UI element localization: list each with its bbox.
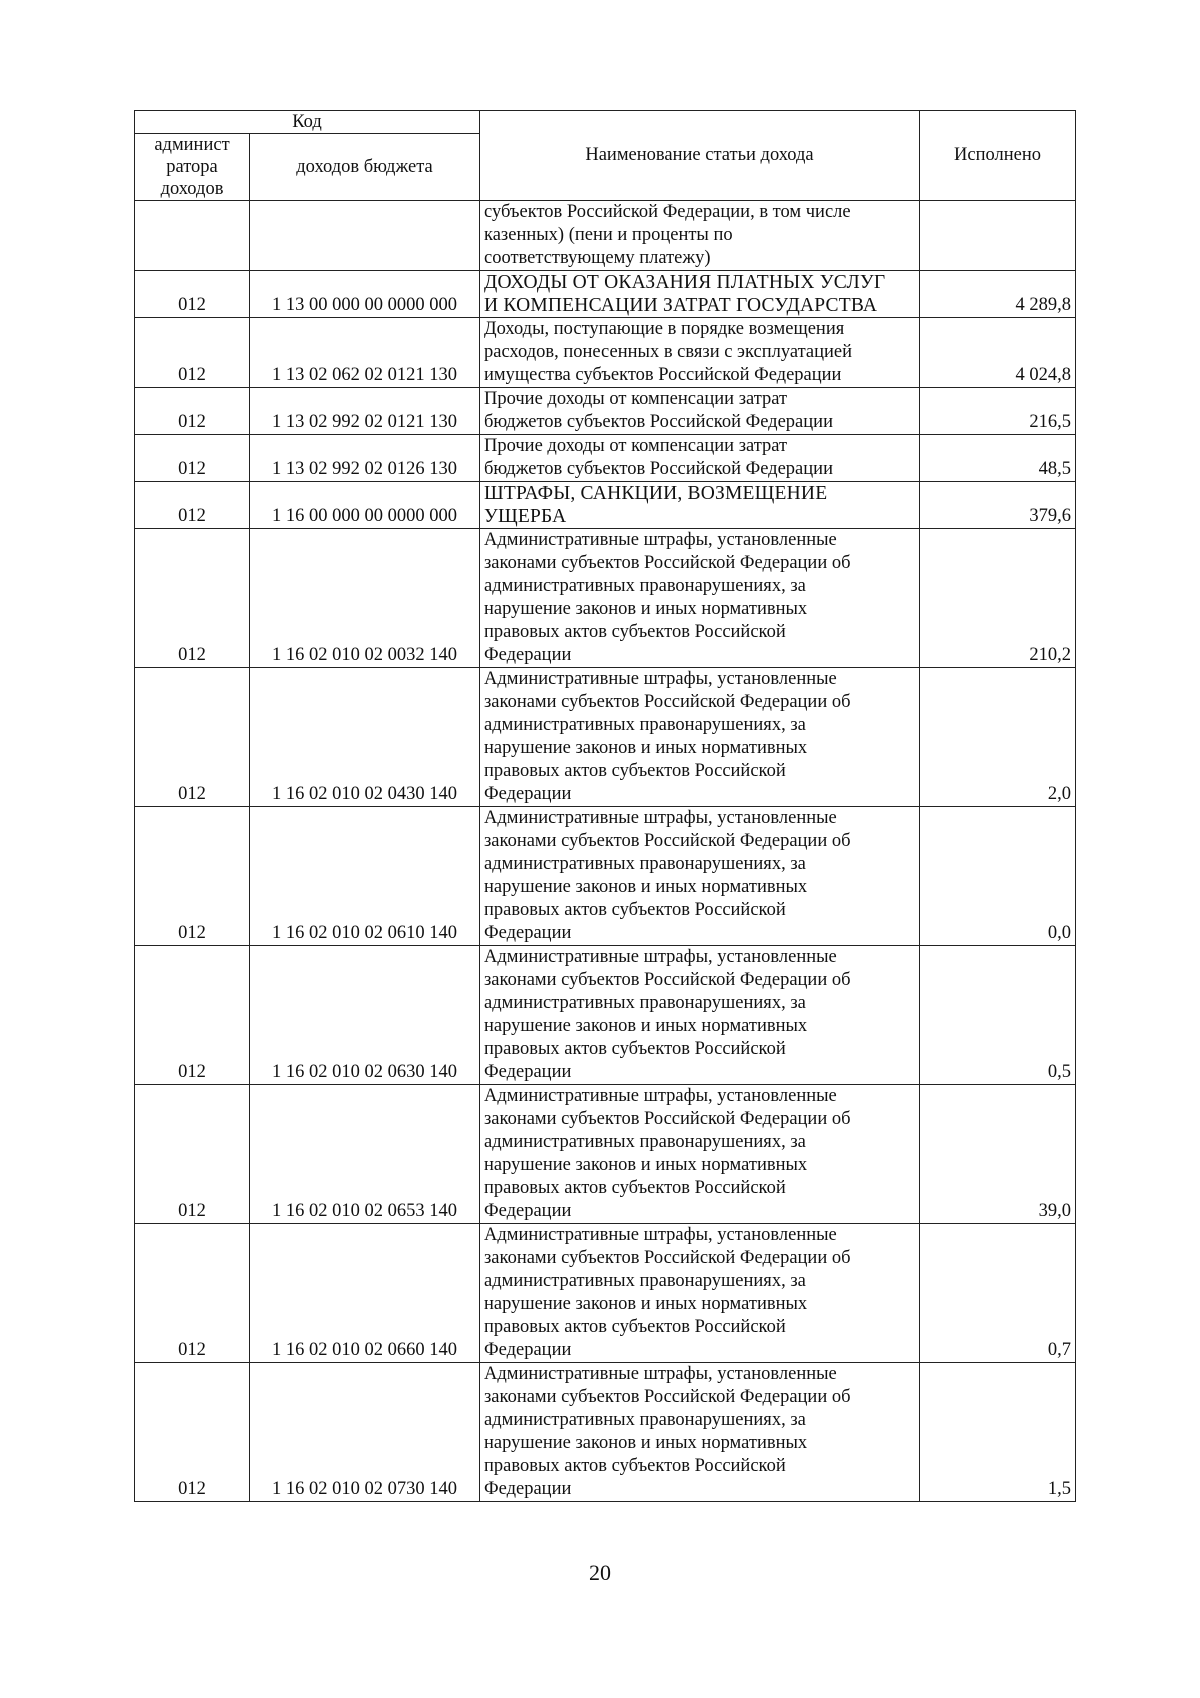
table-row xyxy=(135,388,1076,435)
cell-revenue-name xyxy=(480,435,920,482)
cell-executed: 4 289,8 xyxy=(920,271,1076,318)
revenue-name-line: Доходы, поступающие в порядке возмещения xyxy=(484,319,845,339)
revenue-name-line: правовых актов субъектов Российской xyxy=(484,761,786,781)
cell-budget-code: 1 16 00 000 00 0000 000 xyxy=(250,482,480,529)
revenue-name-line: казенных) (пени и проценты по xyxy=(484,225,733,245)
revenue-name-line: Административные штрафы, установленные xyxy=(484,1225,837,1245)
cell-administrator: 012 xyxy=(135,318,250,388)
table-row xyxy=(135,482,1076,529)
revenue-name-line: ДОХОДЫ ОТ ОКАЗАНИЯ ПЛАТНЫХ УСЛУГ xyxy=(484,272,886,293)
revenue-name-line: нарушение законов и иных нормативных xyxy=(484,1016,808,1036)
revenue-name-line: административных правонарушениях, за xyxy=(484,1410,806,1430)
revenue-name-line: расходов, понесенных в связи с эксплуатацией xyxy=(484,342,853,362)
revenue-name-line: законами субъектов Российской Федерации об xyxy=(484,692,851,712)
revenue-name-line: имущества субъектов Российской Федерации xyxy=(484,365,842,385)
cell-budget-code: 1 16 02 010 02 0660 140 xyxy=(250,1224,480,1363)
cell-executed: 39,0 xyxy=(920,1085,1076,1224)
revenue-name-line: соответствующему платежу) xyxy=(484,248,711,268)
revenue-name-line: административных правонарушениях, за xyxy=(484,1271,806,1291)
page-number: 20 xyxy=(589,1560,611,1585)
revenue-name-line: правовых актов субъектов Российской xyxy=(484,622,786,642)
revenue-name-line: Федерации xyxy=(484,1062,572,1082)
revenue-name-line: законами субъектов Российской Федерации об xyxy=(484,831,851,851)
cell-administrator: 012 xyxy=(135,807,250,946)
table-row xyxy=(135,435,1076,482)
table-row xyxy=(135,807,1076,946)
revenue-name-line: нарушение законов и иных нормативных xyxy=(484,1294,808,1314)
header-administrator-line: доходов xyxy=(160,179,224,199)
cell-budget-code xyxy=(250,201,480,271)
revenue-name-line: Федерации xyxy=(484,1340,572,1360)
revenue-name-line: Административные штрафы, установленные xyxy=(484,947,837,967)
revenue-name-line: правовых актов субъектов Российской xyxy=(484,1456,786,1476)
cell-revenue-name xyxy=(480,529,920,668)
revenue-name-line: нарушение законов и иных нормативных xyxy=(484,599,808,619)
cell-executed: 0,0 xyxy=(920,807,1076,946)
revenue-name-line: бюджетов субъектов Российской Федерации xyxy=(484,412,833,432)
cell-executed: 0,5 xyxy=(920,946,1076,1085)
revenue-name-line: законами субъектов Российской Федерации об xyxy=(484,1248,851,1268)
cell-budget-code: 1 13 00 000 00 0000 000 xyxy=(250,271,480,318)
header-administrator-line: админист xyxy=(154,135,230,155)
cell-executed: 4 024,8 xyxy=(920,318,1076,388)
table-row xyxy=(135,668,1076,807)
revenue-name-line: законами субъектов Российской Федерации об xyxy=(484,553,851,573)
cell-executed: 210,2 xyxy=(920,529,1076,668)
cell-budget-code: 1 16 02 010 02 0630 140 xyxy=(250,946,480,1085)
cell-budget-code: 1 16 02 010 02 0730 140 xyxy=(250,1363,480,1502)
cell-administrator: 012 xyxy=(135,1085,250,1224)
cell-budget-code: 1 13 02 992 02 0121 130 xyxy=(250,388,480,435)
revenue-name-line: бюджетов субъектов Российской Федерации xyxy=(484,459,833,479)
table-header xyxy=(135,111,1076,201)
table-row xyxy=(135,1224,1076,1363)
cell-executed: 2,0 xyxy=(920,668,1076,807)
revenue-name-line: Федерации xyxy=(484,1479,572,1499)
revenue-table xyxy=(134,110,1076,1502)
table-body xyxy=(135,201,1076,1502)
revenue-name-line: административных правонарушениях, за xyxy=(484,576,806,596)
revenue-name-line: Административные штрафы, установленные xyxy=(484,1364,837,1384)
revenue-name-line: нарушение законов и иных нормативных xyxy=(484,1155,808,1175)
cell-budget-code: 1 16 02 010 02 0430 140 xyxy=(250,668,480,807)
revenue-name-line: административных правонарушениях, за xyxy=(484,715,806,735)
cell-revenue-name xyxy=(480,388,920,435)
cell-revenue-name xyxy=(480,1363,920,1502)
revenue-name-line: Федерации xyxy=(484,923,572,943)
header-budget-code: доходов бюджета xyxy=(250,134,480,201)
revenue-name-line: Прочие доходы от компенсации затрат xyxy=(484,436,788,456)
revenue-name-line: Административные штрафы, установленные xyxy=(484,808,837,828)
cell-administrator: 012 xyxy=(135,388,250,435)
cell-administrator: 012 xyxy=(135,271,250,318)
revenue-name-line: И КОМПЕНСАЦИИ ЗАТРАТ ГОСУДАРСТВА xyxy=(484,295,878,316)
header-row-top xyxy=(135,111,1076,134)
table-row xyxy=(135,529,1076,668)
table-row xyxy=(135,201,1076,271)
revenue-name-line: административных правонарушениях, за xyxy=(484,1132,806,1152)
cell-executed: 0,7 xyxy=(920,1224,1076,1363)
cell-administrator: 012 xyxy=(135,668,250,807)
revenue-name-line: УЩЕРБА xyxy=(484,506,567,527)
header-kod: Код xyxy=(135,111,480,134)
cell-budget-code: 1 13 02 992 02 0126 130 xyxy=(250,435,480,482)
cell-executed xyxy=(920,201,1076,271)
cell-administrator: 012 xyxy=(135,529,250,668)
cell-administrator: 012 xyxy=(135,1363,250,1502)
cell-executed: 379,6 xyxy=(920,482,1076,529)
revenue-name-line: законами субъектов Российской Федерации об xyxy=(484,1387,851,1407)
cell-administrator: 012 xyxy=(135,482,250,529)
revenue-name-line: Прочие доходы от компенсации затрат xyxy=(484,389,788,409)
cell-administrator: 012 xyxy=(135,1224,250,1363)
cell-budget-code: 1 13 02 062 02 0121 130 xyxy=(250,318,480,388)
revenue-name-line: нарушение законов и иных нормативных xyxy=(484,1433,808,1453)
cell-budget-code: 1 16 02 010 02 0032 140 xyxy=(250,529,480,668)
header-executed: Исполнено xyxy=(920,111,1076,201)
cell-revenue-name xyxy=(480,1085,920,1224)
revenue-name-line: Административные штрафы, установленные xyxy=(484,1086,837,1106)
cell-executed: 1,5 xyxy=(920,1363,1076,1502)
cell-budget-code: 1 16 02 010 02 0653 140 xyxy=(250,1085,480,1224)
cell-executed: 48,5 xyxy=(920,435,1076,482)
revenue-name-line: правовых актов субъектов Российской xyxy=(484,900,786,920)
cell-executed: 216,5 xyxy=(920,388,1076,435)
revenue-name-line: Административные штрафы, установленные xyxy=(484,530,837,550)
cell-revenue-name xyxy=(480,201,920,271)
cell-revenue-name xyxy=(480,668,920,807)
revenue-name-line: правовых актов субъектов Российской xyxy=(484,1317,786,1337)
revenue-name-line: Административные штрафы, установленные xyxy=(484,669,837,689)
cell-administrator xyxy=(135,201,250,271)
revenue-name-line: законами субъектов Российской Федерации об xyxy=(484,1109,851,1129)
revenue-name-line: законами субъектов Российской Федерации об xyxy=(484,970,851,990)
cell-administrator: 012 xyxy=(135,435,250,482)
revenue-name-line: Федерации xyxy=(484,645,572,665)
header-administrator xyxy=(135,134,250,201)
table-row xyxy=(135,318,1076,388)
revenue-name-line: правовых актов субъектов Российской xyxy=(484,1039,786,1059)
table-row xyxy=(135,271,1076,318)
table-row xyxy=(135,946,1076,1085)
revenue-name-line: правовых актов субъектов Российской xyxy=(484,1178,786,1198)
cell-revenue-name xyxy=(480,1224,920,1363)
cell-revenue-name xyxy=(480,946,920,1085)
revenue-name-line: субъектов Российской Федерации, в том числе xyxy=(484,202,851,222)
revenue-name-line: нарушение законов и иных нормативных xyxy=(484,738,808,758)
cell-revenue-name xyxy=(480,271,920,318)
header-administrator-line: ратора xyxy=(166,157,218,177)
revenue-name-line: административных правонарушениях, за xyxy=(484,854,806,874)
header-name: Наименование статьи дохода xyxy=(480,111,920,201)
revenue-name-line: административных правонарушениях, за xyxy=(484,993,806,1013)
revenue-name-line: нарушение законов и иных нормативных xyxy=(484,877,808,897)
cell-budget-code: 1 16 02 010 02 0610 140 xyxy=(250,807,480,946)
revenue-name-line: ШТРАФЫ, САНКЦИИ, ВОЗМЕЩЕНИЕ xyxy=(484,483,828,504)
table-row xyxy=(135,1085,1076,1224)
cell-revenue-name xyxy=(480,807,920,946)
cell-administrator: 012 xyxy=(135,946,250,1085)
table-row xyxy=(135,1363,1076,1502)
revenue-name-line: Федерации xyxy=(484,1201,572,1221)
cell-revenue-name xyxy=(480,482,920,529)
revenue-name-line: Федерации xyxy=(484,784,572,804)
cell-revenue-name xyxy=(480,318,920,388)
